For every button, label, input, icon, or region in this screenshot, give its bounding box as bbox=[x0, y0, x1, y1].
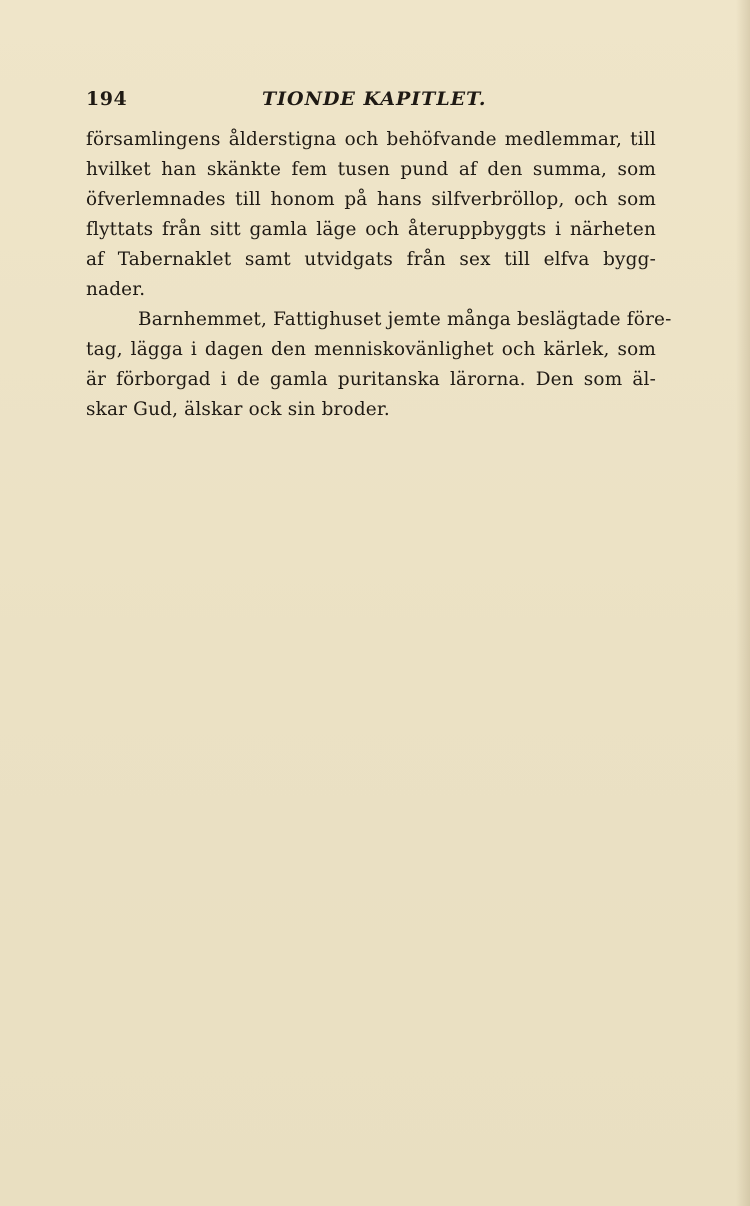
chapter-title: TIONDE KAPITLET. bbox=[262, 88, 487, 110]
paragraph-2 bbox=[86, 305, 672, 425]
text-line: nader. bbox=[86, 279, 146, 300]
paragraph-1 bbox=[86, 125, 656, 305]
text-line: tag, lägga i dagen den menniskovänlighet och kärlek, som bbox=[86, 339, 656, 360]
text-line: flyttats från sitt gamla läge och återuppbyggts i närheten bbox=[86, 219, 656, 240]
text-line: Barnhemmet, Fattighuset jemte många beslägtade före- bbox=[138, 309, 672, 330]
page-number: 194 bbox=[86, 88, 128, 110]
text-line: af Tabernaklet samt utvidgats från sex till elfva bygg- bbox=[86, 249, 656, 270]
text-line: hvilket han skänkte fem tusen pund af den summa, som bbox=[86, 159, 656, 180]
body-text bbox=[86, 125, 672, 425]
text-line: skar Gud, älskar ock sin broder. bbox=[86, 399, 390, 420]
page-edge-shadow bbox=[736, 0, 750, 1206]
text-line: öfverlemnades till honom på hans silfverbröllop, och som bbox=[86, 189, 656, 210]
running-head bbox=[86, 88, 656, 116]
text-line: församlingens ålderstigna och behöfvande medlemmar, till bbox=[86, 129, 656, 150]
text-line: är förborgad i de gamla puritanska lärorna. Den som äl- bbox=[86, 369, 656, 390]
